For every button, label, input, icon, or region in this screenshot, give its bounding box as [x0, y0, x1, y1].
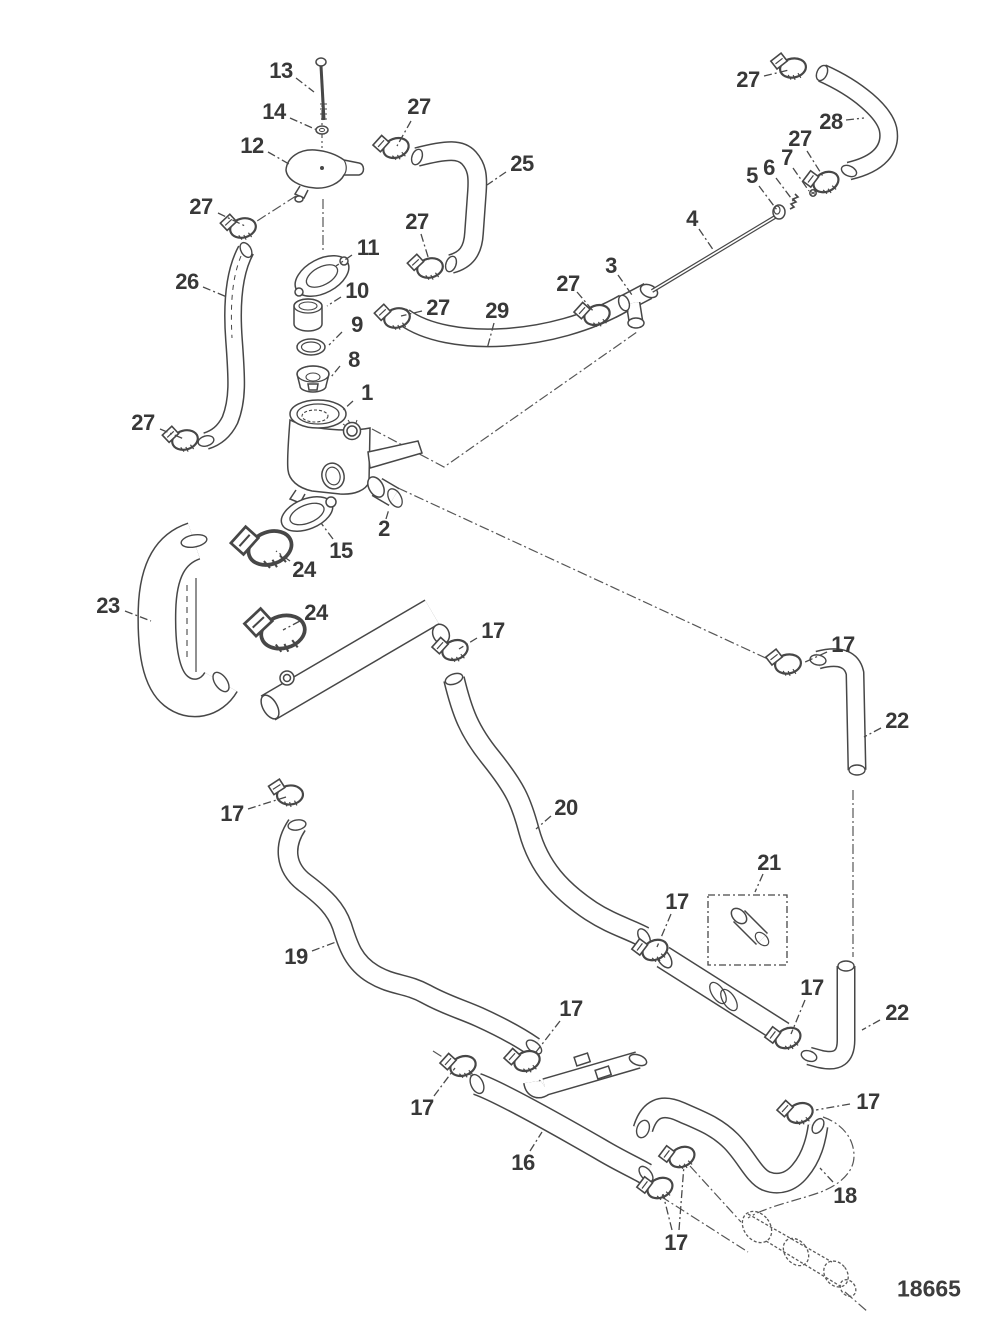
leader-line-17 — [663, 1194, 672, 1230]
leader-line-5 — [759, 186, 777, 210]
leader-line-3 — [618, 275, 632, 295]
part-callout-7: 7 — [781, 145, 793, 170]
leader-line-17 — [679, 1165, 684, 1230]
part-callout-24: 24 — [292, 557, 316, 582]
part-callout-16: 16 — [511, 1150, 535, 1175]
seawater-pump-end — [819, 1256, 854, 1292]
leader-line-17 — [816, 1104, 850, 1110]
hose-end-opening — [849, 765, 865, 775]
hose-20-outline — [454, 679, 644, 937]
cover-detail — [320, 166, 324, 170]
sleeve-10 — [294, 299, 322, 331]
clamp-27 — [371, 128, 412, 166]
part-callout-17: 17 — [664, 1230, 688, 1255]
drawing-number: 18665 — [897, 1275, 961, 1302]
part-callout-17: 17 — [800, 975, 824, 1000]
part-callout-6: 6 — [763, 155, 775, 180]
hose-16-core — [477, 1084, 646, 1174]
gasket-11-ear — [295, 288, 303, 296]
part-callout-12: 12 — [240, 133, 264, 158]
leader-line-4 — [699, 229, 714, 251]
clamp-17 — [765, 645, 803, 679]
part-callout-18: 18 — [833, 1183, 857, 1208]
ref-pipe-boss — [284, 675, 291, 682]
clamp-27 — [406, 249, 446, 285]
leader-line-13 — [296, 78, 314, 92]
clamp-17 — [268, 777, 304, 809]
part-callout-3: 3 — [605, 253, 617, 278]
part-callout-23: 23 — [96, 593, 120, 618]
part-callout-28: 28 — [819, 109, 843, 134]
part-callout-25: 25 — [510, 151, 534, 176]
leader-line-1 — [342, 401, 353, 411]
part-callout-13: 13 — [269, 58, 293, 83]
hose-19-core — [288, 825, 534, 1047]
reference-line — [257, 196, 296, 221]
part-callout-1: 1 — [361, 380, 373, 405]
part-callout-27: 27 — [131, 410, 155, 435]
part-callout-11: 11 — [356, 235, 380, 260]
leader-line-15 — [321, 523, 333, 539]
part-callout-29: 29 — [485, 298, 509, 323]
bolt-head — [316, 58, 326, 66]
part-callout-27: 27 — [426, 295, 450, 320]
spring — [790, 194, 798, 209]
leader-line-20 — [536, 816, 551, 829]
leader-line-21 — [755, 874, 763, 892]
part-callout-9: 9 — [351, 312, 363, 337]
leader-line-16 — [530, 1132, 542, 1151]
leader-line-18 — [820, 1168, 833, 1182]
hose-25-core — [417, 151, 477, 264]
part-callout-24: 24 — [304, 600, 328, 625]
cover-drain-end — [295, 196, 303, 202]
housing-arm — [368, 441, 422, 468]
part-callout-17: 17 — [410, 1095, 434, 1120]
inline-tube-core — [663, 957, 783, 1033]
seawater-pump-body — [748, 1214, 840, 1286]
part-callout-15: 15 — [329, 538, 353, 563]
part-callout-17: 17 — [856, 1089, 880, 1114]
hose-22-upper-core — [818, 658, 857, 770]
clamp-27 — [161, 421, 201, 457]
leader-line-25 — [487, 172, 506, 185]
washer — [316, 126, 328, 134]
rod-core — [652, 217, 775, 291]
clamp-27 — [800, 161, 843, 201]
thermostat-cover — [286, 150, 364, 188]
thermostat-8-frame — [308, 384, 318, 390]
hose-end-opening — [838, 961, 854, 971]
part-callout-5: 5 — [746, 163, 758, 188]
leader-line-19 — [312, 942, 336, 951]
leader-line-9 — [329, 332, 342, 345]
part-callout-17: 17 — [481, 618, 505, 643]
part-callout-14: 14 — [262, 99, 286, 124]
leader-line-6 — [776, 178, 794, 202]
part-callout-17: 17 — [831, 632, 855, 657]
part-callout-8: 8 — [348, 347, 360, 372]
leader-line-28 — [846, 118, 864, 120]
part-callout-26: 26 — [175, 269, 199, 294]
part-callout-20: 20 — [554, 795, 578, 820]
gasket-15-ear — [326, 497, 336, 507]
clamp-27 — [219, 209, 259, 245]
leader-line-22 — [862, 1020, 880, 1030]
part-callout-27: 27 — [556, 271, 580, 296]
part-callout-17: 17 — [220, 801, 244, 826]
part-callout-27: 27 — [736, 67, 760, 92]
leader-line-17 — [536, 1021, 560, 1052]
leader-line-22 — [864, 728, 881, 737]
clamp-17 — [656, 1136, 699, 1176]
part-callout-19: 19 — [284, 944, 308, 969]
leader-line-26 — [203, 287, 227, 297]
part-callout-17: 17 — [559, 996, 583, 1021]
housing-boss-inner — [347, 426, 357, 436]
part-callout-22: 22 — [885, 1000, 909, 1025]
leader-line-27 — [421, 234, 429, 260]
seawater-pump-pulley — [837, 1277, 859, 1300]
hose-20-core — [454, 679, 644, 937]
part-callout-27: 27 — [405, 209, 429, 234]
clamp-27 — [770, 49, 808, 83]
leader-line-14 — [290, 118, 317, 130]
water-tube-core — [532, 1060, 638, 1089]
reference-line — [690, 1166, 741, 1222]
hose-19-outline — [288, 825, 534, 1047]
part-callout-27: 27 — [407, 94, 431, 119]
reference-line — [398, 488, 770, 660]
clamp-24 — [242, 599, 310, 661]
part-callout-4: 4 — [686, 206, 698, 231]
part-callout-17: 17 — [665, 889, 689, 914]
tee-end — [628, 318, 644, 328]
part-callout-10: 10 — [345, 278, 369, 303]
water-tube-tab — [574, 1053, 590, 1066]
callout-leader-lines — [125, 70, 881, 1230]
part-callout-27: 27 — [788, 126, 812, 151]
part-callout-2: 2 — [378, 516, 390, 541]
part-callout-27: 27 — [189, 194, 213, 219]
part-callout-21: 21 — [757, 850, 781, 875]
leader-line-8 — [331, 366, 340, 377]
part-callout-22: 22 — [885, 708, 909, 733]
leader-line-12 — [268, 152, 289, 164]
reference-line — [845, 1292, 868, 1312]
leader-line-10 — [327, 297, 341, 306]
